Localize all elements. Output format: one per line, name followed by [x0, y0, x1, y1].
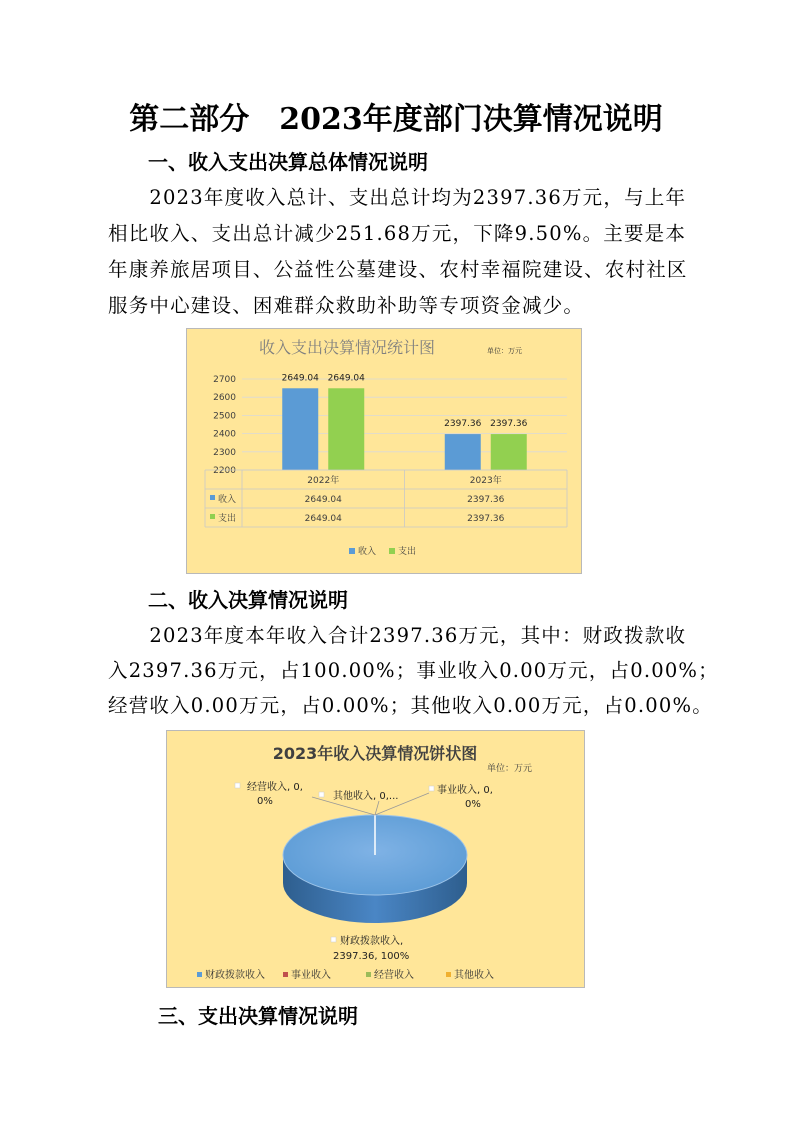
legend-label: 支出 [398, 547, 417, 557]
bar [282, 388, 318, 470]
bar-chart-bars [282, 373, 528, 470]
table-row-label: 收入 [218, 495, 237, 505]
pie-label-main-value: 2397.36, 100% [333, 951, 410, 962]
table-cell: 2649.04 [304, 495, 342, 505]
paragraph-line: 经营收入0.00万元，占0.00%；其他收入0.00万元，占0.00%。 [108, 694, 713, 717]
legend-swatch [283, 972, 288, 977]
legend-label: 财政拨款收入 [205, 970, 265, 981]
legend-label: 其他收入 [454, 970, 494, 981]
pie-chart-unit: 单位：万元 [487, 764, 533, 774]
legend-label: 经营收入 [374, 970, 414, 981]
paragraph-line: 相比收入、支出总计减少251.68万元，下降9.50%。主要是本 [108, 222, 687, 245]
table-legend-key [210, 495, 215, 500]
bar [445, 434, 481, 470]
x-tick-label: 2022年 [307, 476, 340, 486]
bar-chart-unit: 单位：万元 [487, 347, 522, 355]
table-cell: 2397.36 [467, 495, 505, 505]
legend-swatch [349, 548, 355, 554]
paragraph-line: 2023年度收入总计、支出总计均为2397.36万元，与上年 [108, 186, 687, 209]
paragraph-line: 年康养旅居项目、公益性公墓建设、农村幸福院建设、农村社区 [108, 258, 688, 281]
pie-label-marker [429, 786, 434, 791]
bar [328, 388, 364, 470]
y-tick-label: 2200 [213, 466, 236, 476]
pie-chart [167, 731, 583, 986]
pie-label-shiye: 事业收入, 0, [437, 785, 493, 796]
bar-chart-title: 收入支出决算情况统计图 [258, 338, 436, 357]
legend-swatch [366, 972, 371, 977]
y-tick-label: 2300 [213, 447, 236, 458]
pie-leader-line [375, 801, 379, 815]
legend-swatch [389, 548, 395, 554]
legend-swatch [446, 972, 451, 977]
x-tick-label: 2023年 [469, 476, 502, 486]
y-tick-label: 2500 [213, 411, 236, 422]
bar-chart [187, 329, 580, 572]
table-row-label: 支出 [218, 514, 237, 524]
section-heading-2: 二、收入决算情况说明 [148, 588, 348, 612]
paragraph-line: 2023年度本年收入合计2397.36万元，其中：财政拨款收 [108, 624, 687, 647]
pie-label-shiye-pct: 0% [465, 799, 481, 810]
page-title: 第二部分 2023年度部门决算情况说明 [129, 102, 663, 137]
pie-label-jingying-pct: 0% [257, 796, 273, 807]
bar-data-label: 2397.36 [444, 419, 482, 430]
bar [491, 434, 527, 470]
pie-label-marker [331, 937, 336, 942]
table-cell: 2649.04 [304, 514, 342, 524]
y-tick-label: 2400 [213, 429, 236, 440]
bar-data-label: 2649.04 [281, 373, 319, 384]
y-tick-label: 2700 [213, 375, 236, 385]
table-legend-key [210, 514, 215, 519]
legend-label: 事业收入 [291, 970, 331, 981]
pie-chart-legend [197, 968, 494, 981]
legend-swatch [197, 972, 202, 977]
pie-chart-title: 2023年收入决算情况饼状图 [272, 744, 478, 763]
pie-label-qita: 其他收入, 0,... [333, 791, 399, 802]
bar-chart-legend [349, 545, 416, 557]
bar-data-label: 2397.36 [490, 419, 528, 430]
pie-label-main: 财政拨款收入, [340, 936, 404, 947]
pie-label-jingying: 经营收入, 0, [247, 782, 303, 793]
paragraph-line: 入2397.36万元，占100.00%；事业收入0.00万元，占0.00%； [108, 659, 719, 682]
section-heading-1: 一、收入支出决算总体情况说明 [148, 150, 428, 174]
y-tick-label: 2600 [213, 393, 236, 404]
section-heading-3: 三、支出决算情况说明 [158, 1004, 358, 1028]
table-cell: 2397.36 [467, 514, 505, 524]
bar-chart-container [186, 328, 582, 574]
paragraph-line: 服务中心建设、困难群众救助补助等专项资金减少。 [108, 294, 585, 317]
legend-label: 收入 [358, 547, 377, 557]
bar-chart-y-axis [213, 375, 236, 476]
bar-chart-data-table [205, 470, 567, 527]
pie-label-marker [319, 792, 324, 797]
bar-data-label: 2649.04 [327, 373, 365, 384]
pie-chart-container [166, 730, 585, 988]
pie-label-marker [235, 783, 240, 788]
